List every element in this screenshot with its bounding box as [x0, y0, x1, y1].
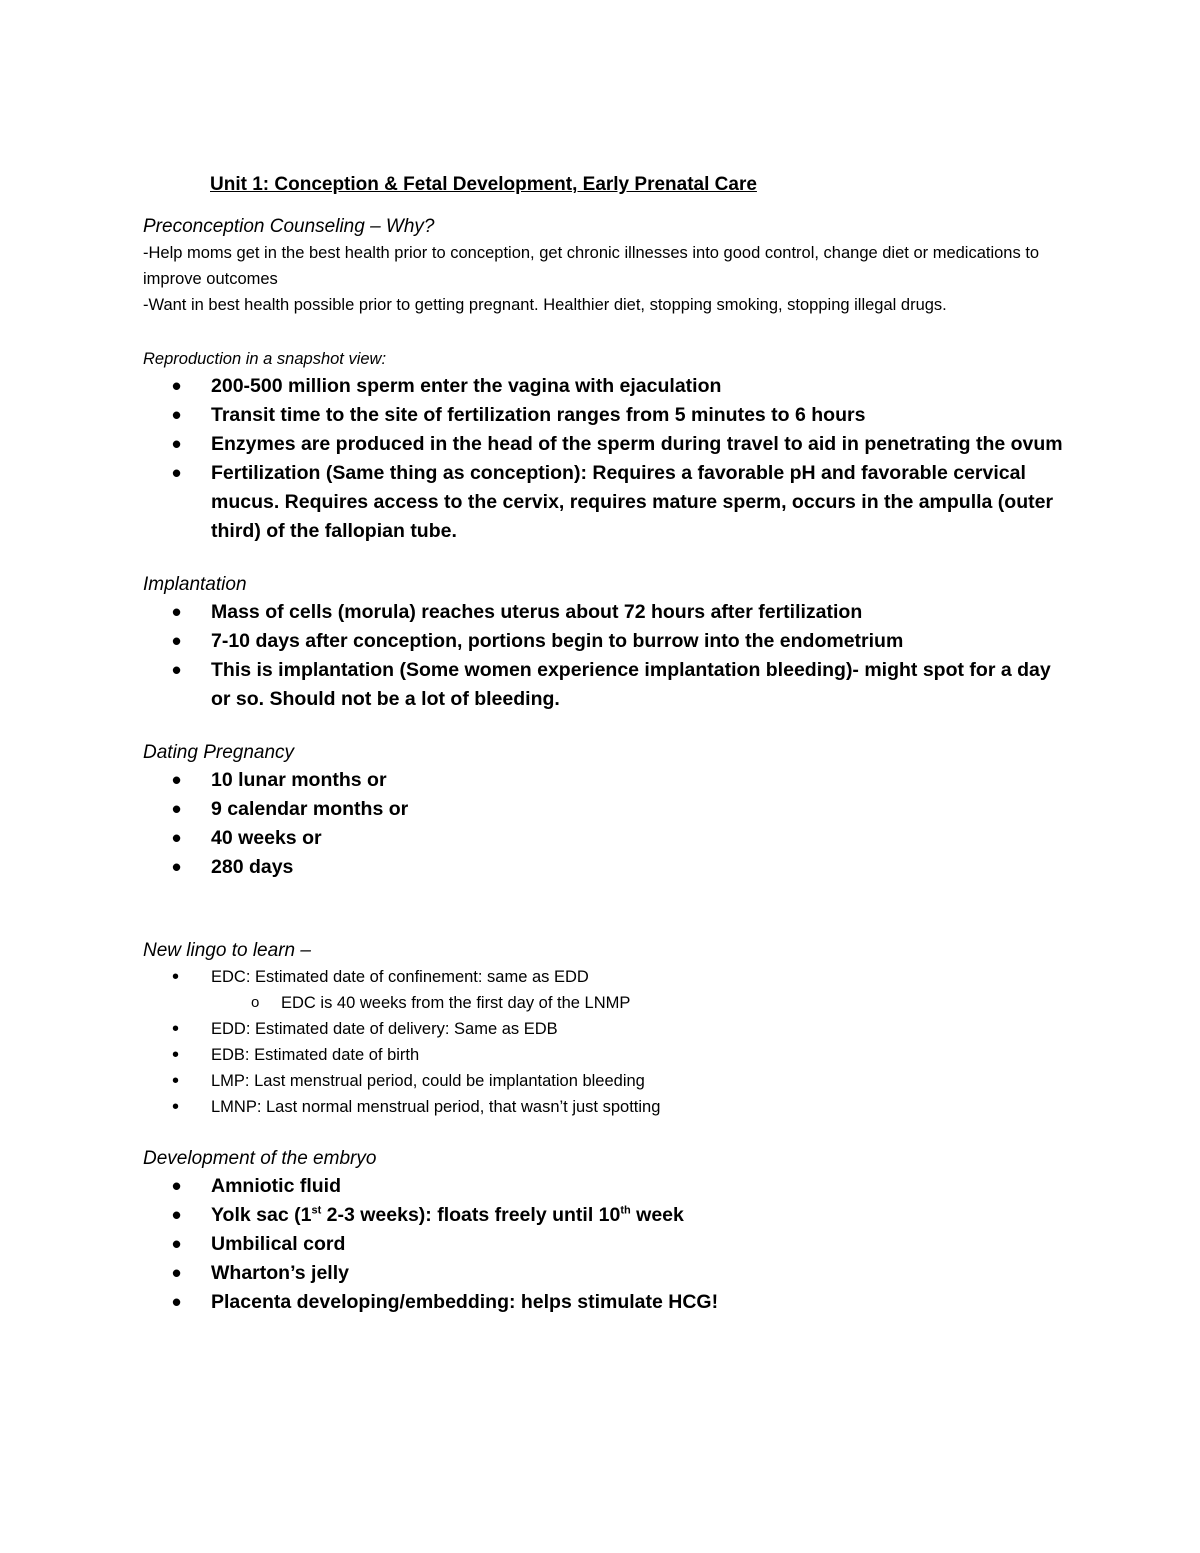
- section-heading: Dating Pregnancy: [143, 742, 295, 763]
- list-item: [143, 1201, 1063, 1230]
- bullet-list: [143, 1016, 1063, 1120]
- section-heading: New lingo to learn –: [143, 940, 311, 961]
- section-heading: Reproduction in a snapshot view:: [143, 350, 387, 368]
- paragraph: -Help moms get in the best health prior to conception, get chronic illnesses into good control, change diet or medications to improve outcomes: [143, 244, 1040, 288]
- section-reproduction: [143, 346, 1063, 546]
- sub-list: [143, 990, 1063, 1016]
- list-item: • EDD: Estimated date of delivery: Same as EDB: [143, 1016, 1063, 1042]
- bullet-list: [143, 964, 1063, 990]
- list-item: • 40 weeks or: [143, 824, 1063, 853]
- paragraph: -Want in best health possible prior to getting pregnant. Healthier diet, stopping smoking, stopping illegal drugs.: [143, 296, 947, 314]
- list-item: • EDB: Estimated date of birth: [143, 1042, 1063, 1068]
- bullet-list: [143, 1172, 1063, 1317]
- page-title: Unit 1: Conception & Fetal Development, Early Prenatal Care: [210, 174, 757, 195]
- section-preconception: [143, 214, 1063, 318]
- list-item: • Transit time to the site of fertilization ranges from 5 minutes to 6 hours: [143, 401, 1063, 430]
- list-item: • 200-500 million sperm enter the vagina with ejaculation: [143, 372, 1063, 401]
- list-item: • 280 days: [143, 853, 1063, 882]
- bullet-list: [143, 372, 1063, 546]
- section-new-lingo: [143, 938, 1063, 1120]
- yolk-sac-text-c: week: [630, 1204, 684, 1226]
- list-item: • This is implantation (Some women experience implantation bleeding)- might spot for a day or so. Should not be a lot of bleeding.: [143, 656, 1063, 714]
- list-item: • LMNP: Last normal menstrual period, that wasn’t just spotting: [143, 1094, 1063, 1120]
- section-heading: Development of the embryo: [143, 1148, 377, 1169]
- bullet-list: [143, 598, 1063, 714]
- section-embryo-development: [143, 1146, 1063, 1317]
- document-body: [143, 170, 1063, 1317]
- list-item: • Enzymes are produced in the head of the sperm during travel to aid in penetrating the ovum: [143, 430, 1063, 459]
- yolk-sac-text-b: 2-3 weeks): floats freely until 10: [321, 1204, 621, 1226]
- list-item: • 9 calendar months or: [143, 795, 1063, 824]
- list-item: • Wharton’s jelly: [143, 1259, 1063, 1288]
- section-dating-pregnancy: [143, 740, 1063, 882]
- list-item: • EDC: Estimated date of confinement: same as EDD: [143, 964, 1063, 990]
- section-heading: Preconception Counseling – Why?: [143, 216, 435, 237]
- list-item: • Placenta developing/embedding: helps stimulate HCG!: [143, 1288, 1063, 1317]
- list-item: • Umbilical cord: [143, 1230, 1063, 1259]
- section-implantation: [143, 572, 1063, 714]
- sub-list-item: o EDC is 40 weeks from the first day of the LNMP: [143, 990, 1063, 1016]
- list-item: • Amniotic fluid: [143, 1172, 1063, 1201]
- list-item: • 10 lunar months or: [143, 766, 1063, 795]
- bullet-list: [143, 766, 1063, 882]
- list-item: • Fertilization (Same thing as conception): Requires a favorable pH and favorable cervical mucus. Requires access to the cervix, requires mature sperm, occurs in the ampulla (outer third) of the fallopian tube.: [143, 459, 1063, 546]
- list-item: • 7-10 days after conception, portions begin to burrow into the endometrium: [143, 627, 1063, 656]
- superscript: th: [620, 1204, 631, 1217]
- list-item: • LMP: Last menstrual period, could be implantation bleeding: [143, 1068, 1063, 1094]
- section-heading: Implantation: [143, 574, 247, 595]
- yolk-sac-text-a: Yolk sac (1: [211, 1204, 312, 1226]
- superscript: st: [311, 1204, 322, 1217]
- list-item: • Mass of cells (morula) reaches uterus about 72 hours after fertilization: [143, 598, 1063, 627]
